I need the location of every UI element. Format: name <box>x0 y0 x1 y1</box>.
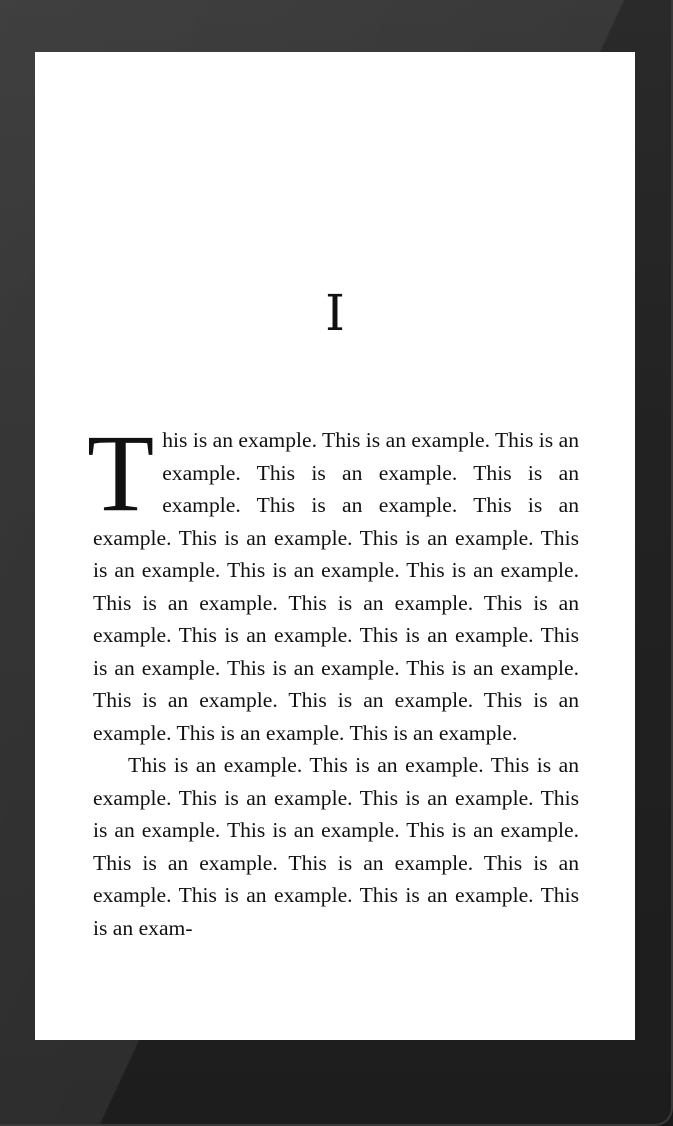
paragraph-2 <box>93 749 579 944</box>
chapter-body-text <box>87 412 579 944</box>
paragraph-2-text: This is an example. This is an example. This is an example. This is an example. This is an example. This is an example. This is an example. This is an example. This is an example. This is an example. This is an example. This is an example. This is an example. This is an exam- <box>93 753 579 940</box>
paragraph-1-text: his is an example. This is an example. This is an example. This is an example. This is an example. This is an example. This is an example. This is an example. This is an example. This is an example. This is an example. This is an example. This is an example. This is an example. This is an example. This is an example. This is an example. This is an example. This is an example. This is an example. This is an example. This is an example. This is an example. This is an example. This is an example. <box>93 428 579 745</box>
chapter-heading: I <box>325 284 345 342</box>
paragraph-1 <box>87 412 579 749</box>
drop-cap: T <box>87 412 155 534</box>
reader-page[interactable] <box>35 52 635 1040</box>
